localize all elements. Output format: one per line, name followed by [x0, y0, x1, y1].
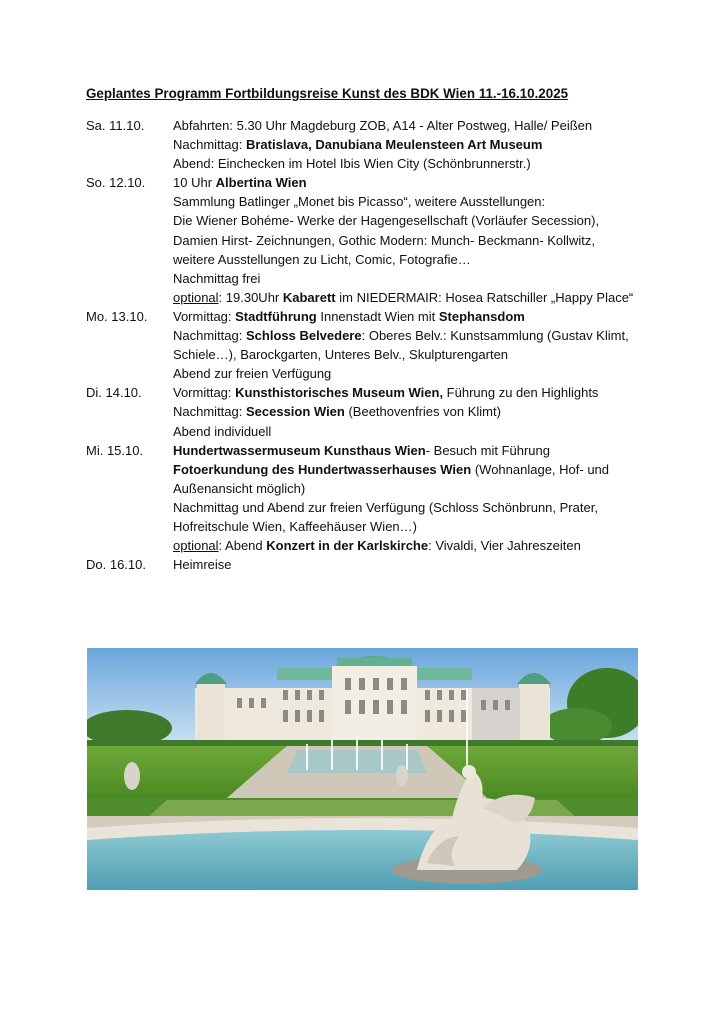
day-date: Mi. 15.10. [86, 442, 144, 458]
text-segment: 10 Uhr [173, 175, 216, 191]
activity-line [173, 460, 646, 479]
day-date: Sa. 11.10. [86, 118, 145, 133]
text-segment: Vormittag: [173, 308, 236, 324]
text-segment: Heimreise [173, 557, 232, 573]
highlight-text: Kunsthistorisches Museum Wien, [235, 385, 444, 401]
text-segment: Nachmittag: [173, 404, 246, 420]
text-segment: : 19.30Uhr [218, 289, 283, 305]
highlight-text: Albertina Wien [215, 175, 307, 191]
highlight-text: Konzert in der Karlskirche [266, 538, 429, 554]
day-activities [173, 441, 646, 556]
schedule [86, 116, 646, 574]
day-date: Di. 14.10. [86, 385, 142, 401]
text-segment: Nachmittag: [173, 137, 246, 153]
highlight-text: Hundertwassermuseum Kunsthaus Wien [173, 442, 426, 458]
text-segment: Nachmittag frei [173, 270, 261, 286]
activity-line [173, 326, 646, 345]
day-date: Do. 16.10. [86, 557, 146, 573]
activity-line [173, 135, 646, 154]
activity-line [173, 231, 646, 250]
text-segment: Abend: Einchecken im Hotel Ibis Wien City (Schönbrunnerstr.) [173, 156, 531, 172]
text-segment: : Abend [218, 538, 267, 554]
activity-line [173, 307, 646, 326]
text-segment: Führung zu den Highlights [443, 385, 599, 401]
text-segment: - Besuch mit Führung [425, 442, 550, 458]
text-segment: Die Wiener Bohéme- Werke der Hagengesellschaft (Vorläufer Secession), [173, 213, 600, 229]
activity-line [173, 517, 646, 536]
text-segment: Vormittag: [173, 385, 236, 401]
activity-line [173, 269, 646, 288]
activity-line [173, 555, 646, 574]
activity-line [173, 288, 646, 307]
optional-label: optional [173, 289, 219, 305]
schedule-day [86, 173, 646, 307]
highlight-text: Fotoerkundung des Hundertwasserhauses Wien [173, 461, 472, 477]
text-segment: : Oberes Belv.: Kunstsammlung (Gustav Klimt, [361, 328, 629, 344]
day-activities [173, 383, 646, 440]
page-title: Geplantes Programm Fortbildungsreise Kunst des BDK Wien 11.-16.10.2025 [86, 86, 569, 101]
activity-line [173, 192, 646, 211]
highlight-text: Stadtführung [235, 308, 317, 324]
activity-line [173, 345, 646, 364]
activity-line [173, 422, 646, 441]
activity-line [173, 116, 646, 135]
highlight-text: Bratislava, Danubiana Meulensteen Art Museum [245, 137, 543, 153]
activity-line [173, 498, 646, 517]
highlight-text: Secession Wien [245, 404, 345, 420]
activity-line [173, 441, 646, 460]
text-segment: Damien Hirst- Zeichnungen, Gothic Modern: Munch- Beckmann- Kollwitz, [173, 232, 595, 248]
text-segment: Hofreitschule Wien, Kaffeehäuser Wien…) [173, 518, 417, 534]
belvedere-photo-illustration [87, 648, 638, 890]
text-segment: weitere Ausstellungen zu Licht, Comic, Fotografie… [173, 251, 471, 267]
text-segment: (Beethovenfries von Klimt) [344, 404, 501, 420]
text-segment: Abfahrten: 5.30 Uhr Magdeburg ZOB, A14 - Alter Postweg, Halle/ Peißen [173, 118, 593, 133]
activity-line [173, 364, 646, 383]
activity-line [173, 479, 646, 498]
text-segment: Nachmittag und Abend zur freien Verfügung (Schloss Schönbrunn, Prater, [173, 499, 598, 515]
optional-label: optional [173, 538, 219, 554]
highlight-text: Stephansdom [438, 308, 525, 324]
text-segment: Abend zur freien Verfügung [173, 366, 332, 382]
activity-line [173, 173, 646, 192]
schedule-day [86, 383, 646, 440]
activity-line [173, 211, 646, 230]
activity-line [173, 536, 646, 555]
day-activities [173, 173, 646, 307]
day-activities [173, 307, 646, 383]
text-segment: Außenansicht möglich) [173, 480, 306, 496]
activity-line [173, 383, 646, 402]
text-segment: Schiele…), Barockgarten, Unteres Belv., Skulpturengarten [173, 347, 509, 363]
schedule-day [86, 116, 646, 173]
text-segment: : Vivaldi, Vier Jahreszeiten [428, 538, 581, 554]
day-date: So. 12.10. [86, 175, 146, 191]
activity-line [173, 250, 646, 269]
activity-line [173, 402, 646, 421]
text-segment: Nachmittag: [173, 328, 246, 344]
day-date: Mo. 13.10. [86, 308, 148, 324]
highlight-text: Kabarett [282, 289, 336, 305]
belvedere-photo [87, 648, 638, 890]
schedule-day [86, 555, 646, 574]
text-segment: (Wohnanlage, Hof- und [471, 461, 610, 477]
day-activities [173, 555, 646, 574]
highlight-text: Schloss Belvedere [245, 328, 362, 344]
schedule-day [86, 307, 646, 383]
day-activities [173, 116, 646, 173]
text-segment: Sammlung Batlinger „Monet bis Picasso“, weitere Ausstellungen: [173, 194, 546, 210]
text-segment: Innenstadt Wien mit [316, 308, 439, 324]
activity-line [173, 154, 646, 173]
text-segment: im NIEDERMAIR: Hosea Ratschiller „Happy Place“ [335, 289, 634, 305]
text-segment: Abend individuell [173, 423, 272, 439]
schedule-day [86, 441, 646, 556]
